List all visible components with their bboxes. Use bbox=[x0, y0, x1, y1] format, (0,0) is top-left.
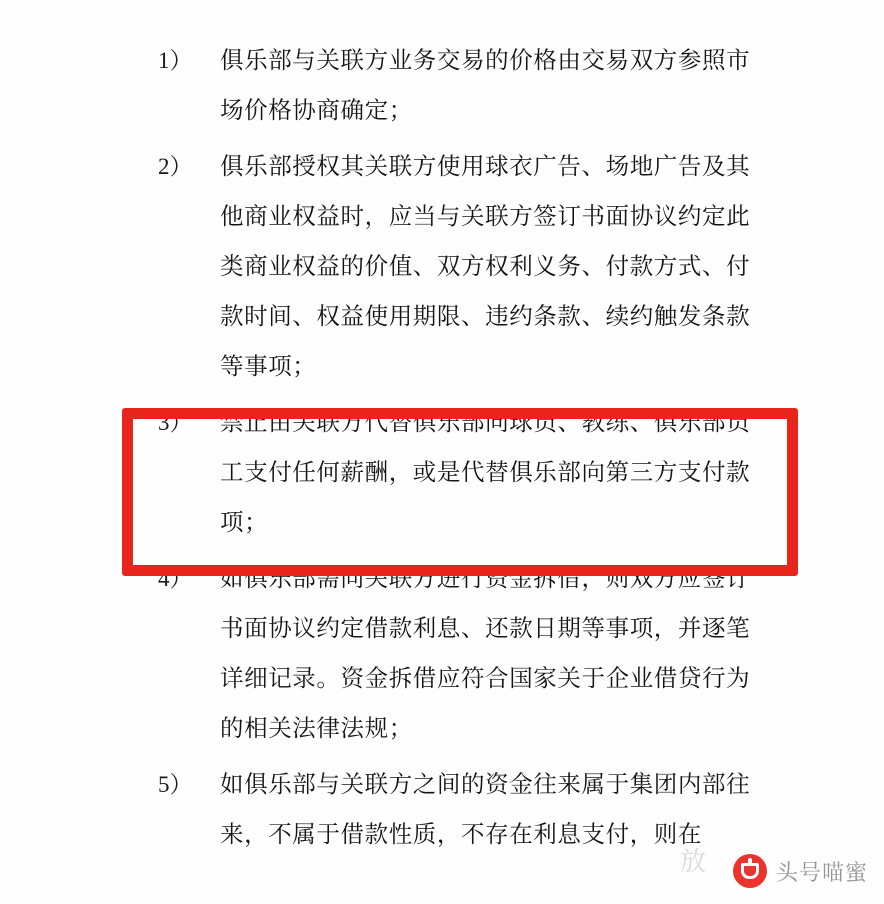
text-line: 的相关法律法规； bbox=[220, 716, 413, 742]
ghost-watermark-glyph: 放 bbox=[679, 846, 706, 876]
list-item bbox=[0, 36, 884, 136]
list-item-marker: 2） bbox=[158, 154, 193, 179]
text-line: 场价格协商确定； bbox=[220, 98, 413, 124]
list-item-marker: 5） bbox=[158, 772, 193, 797]
text-line: 来，不属于借款性质，不存在利息支付，则在 bbox=[220, 822, 702, 848]
list-item bbox=[0, 554, 884, 754]
list-item bbox=[0, 142, 884, 392]
cat-logo-icon bbox=[733, 854, 767, 888]
list-item-text bbox=[220, 142, 884, 392]
text-line: 类商业权益的价值、双方权利义务、付款方式、付 bbox=[220, 254, 751, 280]
text-line: 等事项； bbox=[220, 354, 317, 380]
text-line: 如俱乐部需向关联方进行资金拆借，则双方应签订 bbox=[220, 566, 751, 592]
text-line: 详细记录。资金拆借应符合国家关于企业借贷行为 bbox=[220, 666, 751, 692]
text-line: 项； bbox=[220, 510, 269, 536]
text-line: 他商业权益时，应当与关联方签订书面协议约定此 bbox=[220, 204, 751, 230]
text-line: 俱乐部与关联方业务交易的价格由交易双方参照市 bbox=[220, 48, 751, 74]
text-line: 书面协议约定借款利息、还款日期等事项，并逐笔 bbox=[220, 616, 751, 642]
list-item-marker: 4） bbox=[158, 566, 193, 591]
list-item-highlighted bbox=[0, 398, 884, 548]
text-line: 工支付任何薪酬，或是代替俱乐部向第三方支付款 bbox=[220, 460, 751, 486]
list-item-text bbox=[220, 36, 884, 136]
text-line: 禁止由关联方代替俱乐部向球员、教练、俱乐部员 bbox=[220, 410, 751, 436]
watermark bbox=[733, 854, 868, 888]
text-line: 俱乐部授权其关联方使用球衣广告、场地广告及其 bbox=[220, 154, 751, 180]
list-item bbox=[0, 760, 884, 860]
watermark-label: 头号喵蜜 bbox=[775, 859, 868, 885]
text-line: 如俱乐部与关联方之间的资金往来属于集团内部往 bbox=[220, 772, 751, 798]
list-item-text bbox=[220, 554, 884, 754]
text-line: 款时间、权益使用期限、违约条款、续约触发条款 bbox=[220, 304, 751, 330]
list-item-text bbox=[220, 760, 884, 860]
list-item-marker: 1） bbox=[158, 48, 193, 73]
list-item-text bbox=[220, 398, 884, 548]
list-item-marker: 3） bbox=[158, 410, 193, 435]
